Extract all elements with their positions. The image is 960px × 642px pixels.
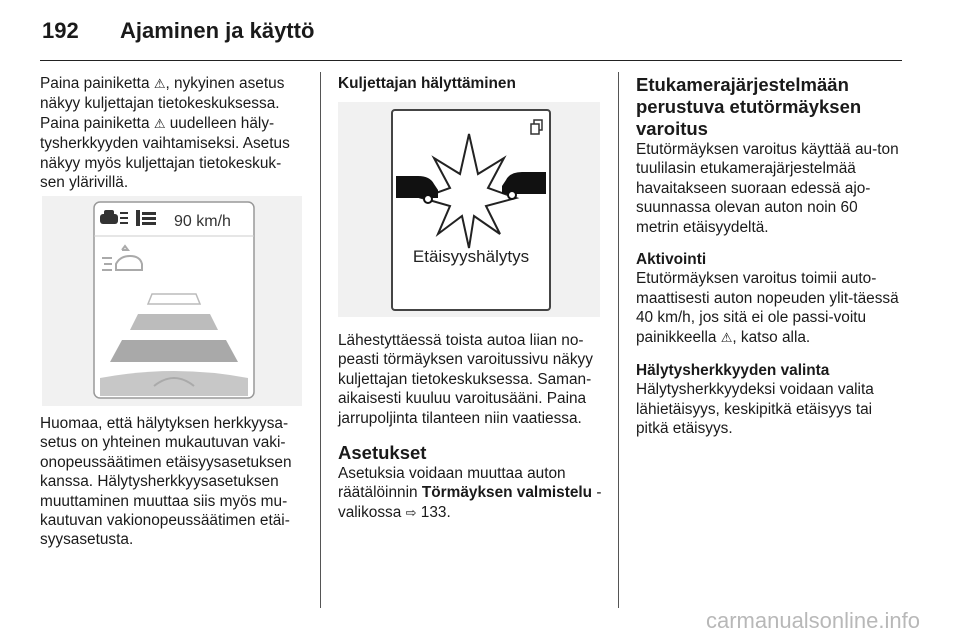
column-2 (338, 74, 606, 93)
section-title-fcw: Etukamerajärjestelmään perustuva etutörmäyksen varoitus (636, 74, 862, 139)
header-rule (40, 60, 902, 61)
column-1-lower (40, 414, 310, 550)
col3-paragraph-1: Etutörmäyksen varoitus käyttää au-ton tuulilasin etukamerajärjestelmää havaitakseen suoraan edessä ajo-suunnassa olevan auton noin 60 metrin etäisyydeltä. (636, 141, 899, 236)
column-divider (618, 72, 619, 608)
col2-paragraph-1: Lähestyttäessä toista autoa liian no-peasti törmäyksen varoitussivu näkyy kuljettajan tietokeskuksessa. Saman-aikaisesti kuuluu varoitusääni. Paina jarrupoljinta tilanteen niin vaatiessa. (338, 332, 593, 427)
col3-paragraph-3: Hälytysherkkyydeksi voidaan valita lähietäisyys, keskipitkä etäisyys tai pitkä etäisyys. (636, 381, 874, 438)
heading-alert-sensitivity: Hälytysherkkyyden valinta (636, 362, 830, 380)
menu-name-collision-prep: Törmäyksen valmistelu (421, 484, 593, 502)
col1-paragraph-1: Paina painiketta ⚠, nykyinen asetus näkyy kuljettajan tietokeskuksessa. Paina painiketta ⚠ uudelleen häly-tysherkkyyden vaihtamiseksi. Asetus näkyy myös kuljettajan tietokeskuk-sen ylärivillä. (40, 75, 290, 192)
driver-info-center-figure (42, 196, 302, 406)
distance-mid-bar (130, 314, 218, 330)
fcw-button-icon: ⚠ (153, 77, 166, 92)
distance-bars-icon (136, 210, 156, 226)
column-3 (636, 74, 906, 439)
column-1 (40, 74, 308, 192)
page-header (42, 14, 902, 54)
speed-readout: 90 km/h (174, 213, 231, 230)
column-2-lower (338, 331, 608, 523)
fcw-button-icon: ⚠ (153, 116, 166, 132)
column-divider (320, 72, 321, 608)
section-heading-driver-alert: Kuljettajan hälyttäminen (338, 75, 516, 92)
watermark: carmanualsonline.info (705, 608, 920, 633)
col1-paragraph-2: Huomaa, että hälytyksen herkkyysa-setus on yhteinen mukautuvan vaki-onopeussäätimen etäisyysasetuksen kanssa. Hälytysherkkyysasetuksen muuttaminen muuttaa siis myös mu-kautuvan vakionopeussäätimen etäi-syysasetusta. (40, 415, 292, 549)
col2-paragraph-2: Asetuksia voidaan muuttaa auton räätälöinnin Törmäyksen valmistelu -valikossa ⇨ 133. (338, 465, 602, 521)
page-title: Ajaminen ja käyttö (120, 18, 315, 43)
distance-alert-figure (338, 102, 600, 317)
col3-paragraph-2: Etutörmäyksen varoitus toimii auto-maattisesti auton nopeuden ylit-täessä 40 km/h, jos sitä ei ole passi-voitu painikkeella ⚠, katso alla. (636, 270, 899, 346)
fcw-button-icon: ⚠ (720, 330, 733, 346)
page-reference-arrow-icon: ⇨ (405, 505, 417, 521)
section-title-settings: Asetukset (338, 442, 427, 464)
page-reference[interactable]: 133. (416, 503, 451, 521)
page-number: 192 (42, 18, 79, 43)
hood-outline (100, 371, 248, 396)
heading-activation: Aktivointi (636, 251, 707, 269)
distance-alert-label: Etäisyyshälytys (412, 247, 530, 266)
distance-near-bar (110, 340, 238, 362)
